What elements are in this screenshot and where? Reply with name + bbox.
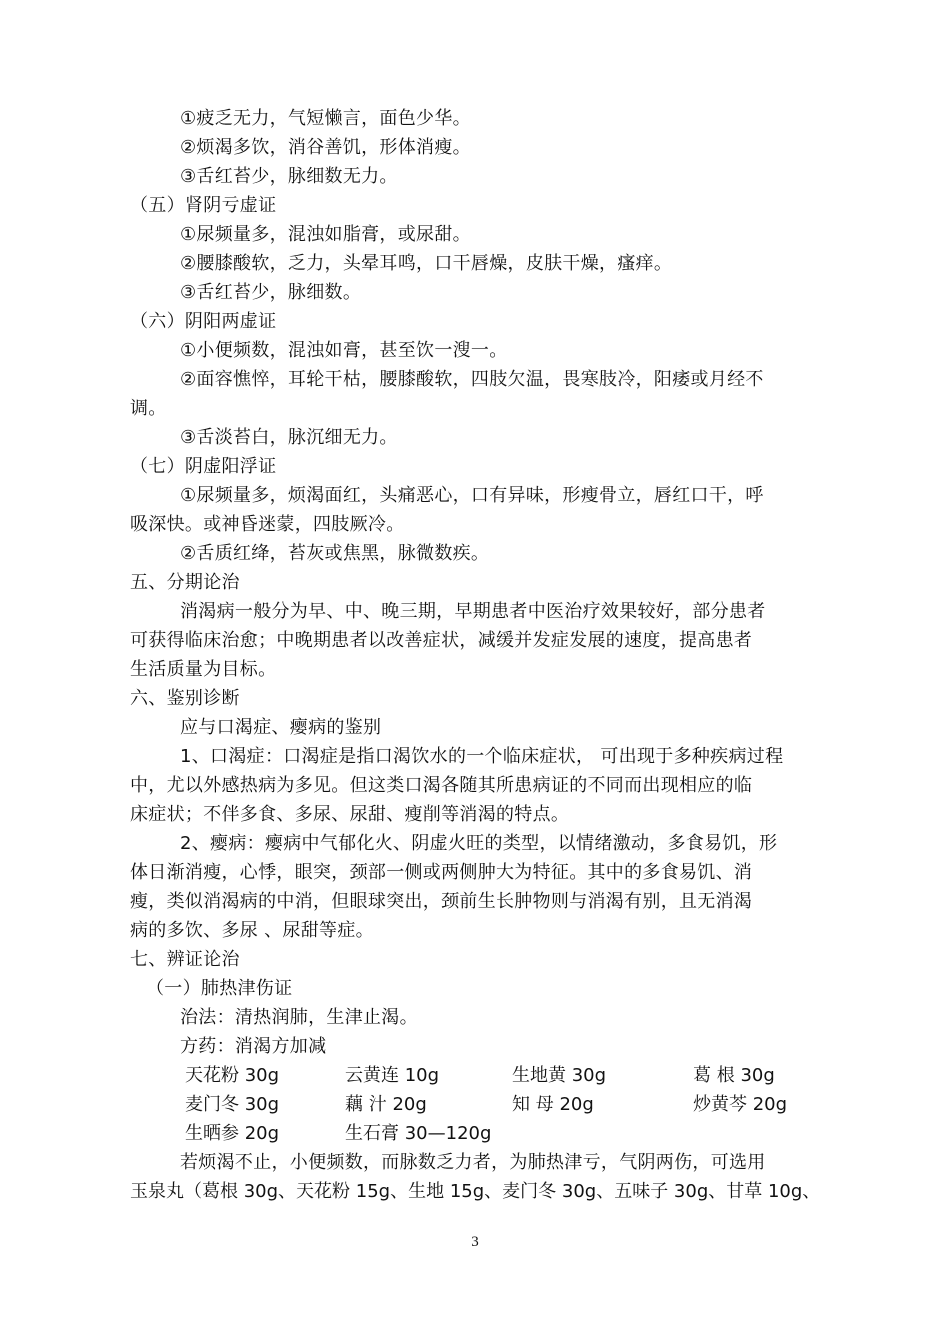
herb-item: 生晒参 20g xyxy=(185,1123,280,1144)
text-line: 体日渐消瘦，心悸，眼突，颈部一侧或两侧肿大为特征。其中的多食易饥、消 xyxy=(130,862,753,883)
section-heading: 五、分期论治 xyxy=(130,572,240,593)
text-line: 调。 xyxy=(130,398,167,419)
text-line: 中，尤以外感热病为多见。但这类口渴各随其所患病证的不同而出现相应的临 xyxy=(130,775,753,796)
text-line: 吸深快。或神昏迷蒙，四肢厥冷。 xyxy=(130,514,405,535)
text-line: 应与口渴症、瘿病的鉴别 xyxy=(180,717,382,738)
herb-item: 麦门冬 30g xyxy=(185,1094,280,1115)
text-line: 1、口渴症：口渴症是指口渴饮水的一个临床症状， 可出现于多种疾病过程 xyxy=(180,746,784,767)
herb-item: 知 母 20g xyxy=(512,1094,594,1115)
text-line: ③舌红苔少，脉细数。 xyxy=(180,282,362,303)
text-line: ①小便频数，混浊如膏，甚至饮一溲一。 xyxy=(180,340,508,361)
section-heading: （六）阴阳两虚证 xyxy=(130,311,277,332)
herb-item: 葛 根 30g xyxy=(693,1065,775,1086)
section-heading: 七、辨证论治 xyxy=(130,949,240,970)
text-line: 生活质量为目标。 xyxy=(130,659,277,680)
section-heading: 六、鉴别诊断 xyxy=(130,688,240,709)
herb-item: 天花粉 30g xyxy=(185,1065,280,1086)
text-line: 治法：清热润肺，生津止渴。 xyxy=(180,1007,418,1028)
text-line: 可获得临床治愈；中晚期患者以改善症状，减缓并发症发展的速度，提高患者 xyxy=(130,630,753,651)
text-line: 消渴病一般分为早、中、晚三期，早期患者中医治疗效果较好，部分患者 xyxy=(180,601,766,622)
text-line: ①疲乏无力，气短懒言，面色少华。 xyxy=(180,108,471,129)
section-heading: （七）阴虚阳浮证 xyxy=(130,456,277,477)
text-line: ②烦渴多饮，消谷善饥，形体消瘦。 xyxy=(180,137,471,158)
text-line: 若烦渴不止，小便频数，而脉数乏力者，为肺热津亏，气阴两伤，可选用 xyxy=(180,1152,766,1173)
section-heading: （一）肺热津伤证 xyxy=(146,978,293,999)
herb-item: 藕 汁 20g xyxy=(345,1094,427,1115)
text-line: ②腰膝酸软，乏力，头晕耳鸣，口干唇燥，皮肤干燥，瘙痒。 xyxy=(180,253,673,274)
text-line: 2、瘿病：瘿病中气郁化火、阴虚火旺的类型，以情绪激动，多食易饥，形 xyxy=(180,833,778,854)
text-line: ①尿频量多，烦渴面红，头痛恶心，口有异味，形瘦骨立，唇红口干，呼 xyxy=(180,485,764,506)
text-line: ①尿频量多，混浊如脂膏，或尿甜。 xyxy=(180,224,471,245)
page-number: 3 xyxy=(471,1234,479,1250)
text-line: ③舌红苔少，脉细数无力。 xyxy=(180,166,398,187)
text-line: 方药：消渴方加减 xyxy=(180,1036,327,1057)
text-line: 床症状；不伴多食、多尿、尿甜、瘦削等消渴的特点。 xyxy=(130,804,570,825)
text-line: ②面容憔悴，耳轮干枯，腰膝酸软，四肢欠温，畏寒肢冷，阳痿或月经不 xyxy=(180,369,764,390)
text-line: 病的多饮、多尿 、尿甜等症。 xyxy=(130,920,374,941)
section-heading: （五）肾阴亏虚证 xyxy=(130,195,277,216)
text-line: 瘦，类似消渴病的中消，但眼球突出，颈前生长肿物则与消渴有别，且无消渴 xyxy=(130,891,753,912)
text-line: ②舌质红绛，苔灰或焦黑，脉微数疾。 xyxy=(180,543,490,564)
text-line: ③舌淡苔白，脉沉细无力。 xyxy=(180,427,398,448)
text-line: 玉泉丸（葛根 30g、天花粉 15g、生地 15g、麦门冬 30g、五味子 30g、甘草 10g、 xyxy=(130,1181,821,1202)
herb-item: 炒黄芩 20g xyxy=(693,1094,788,1115)
herb-item: 生石膏 30—120g xyxy=(345,1123,492,1144)
herb-item: 云黄连 10g xyxy=(345,1065,440,1086)
herb-item: 生地黄 30g xyxy=(512,1065,607,1086)
